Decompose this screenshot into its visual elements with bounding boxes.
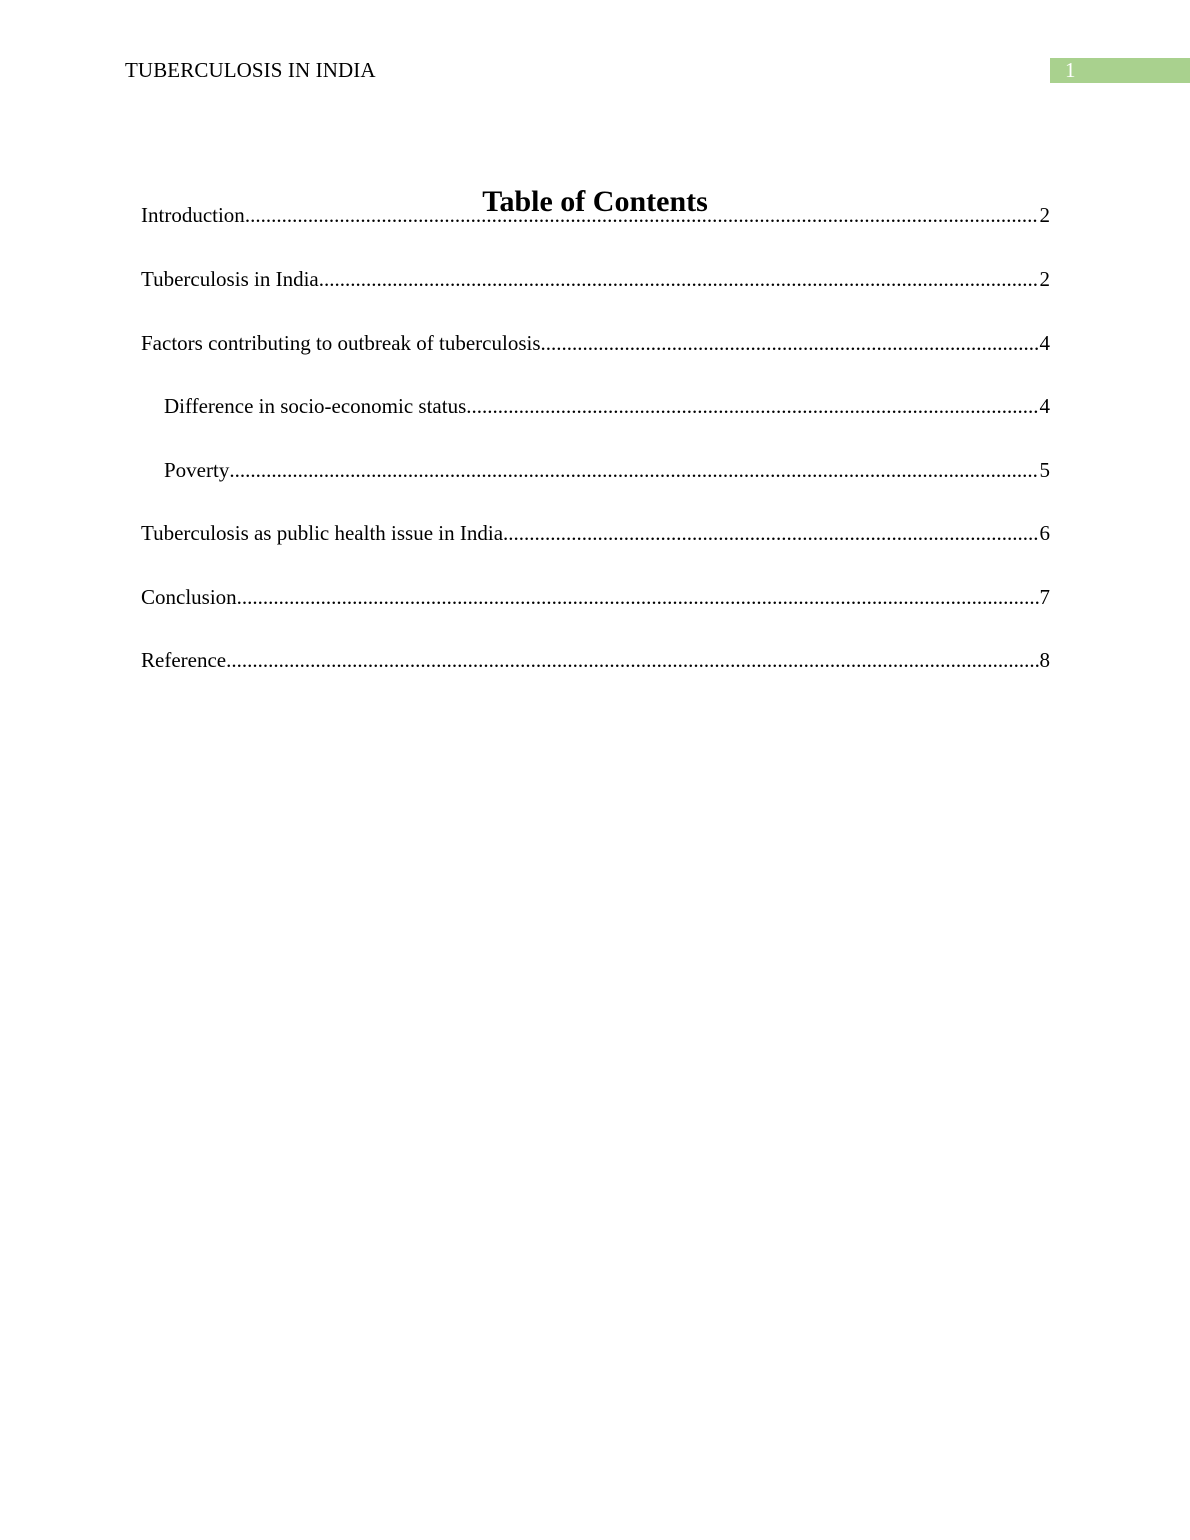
toc-entry-page: 6 xyxy=(1039,521,1050,545)
toc-entry-tuberculosis-in-india[interactable] xyxy=(141,266,1050,292)
toc-entry-label: Poverty ..... xyxy=(164,457,229,483)
toc-entry-introduction[interactable] xyxy=(141,202,1050,228)
toc-entry-page: 2 xyxy=(1039,267,1050,291)
toc-entry-reference[interactable] xyxy=(141,647,1050,673)
toc-entry-label: Reference ..... xyxy=(141,647,226,673)
toc-entry-public-health-issue[interactable] xyxy=(141,520,1050,546)
toc-heading: Table of Contents xyxy=(482,185,708,219)
page-number-box xyxy=(1050,58,1190,83)
toc-entry-page: 4 xyxy=(1039,394,1050,418)
running-header-title: TUBERCULOSIS IN INDIA xyxy=(125,58,376,82)
toc-entry-poverty[interactable] xyxy=(164,457,1050,483)
toc-entry-factors[interactable] xyxy=(141,330,1050,356)
toc-entry-socio-economic-status[interactable] xyxy=(164,393,1050,419)
toc-entry-label: Tuberculosis in India ..... xyxy=(141,266,319,292)
page-number: 1 xyxy=(1065,58,1076,82)
toc-entry-page: 8 xyxy=(1039,648,1050,672)
toc-entry-page: 5 xyxy=(1039,458,1050,482)
toc-entry-label: Conclusion ..... xyxy=(141,584,237,610)
toc-entry-label: Tuberculosis as public health issue in India ..... xyxy=(141,520,503,546)
toc-entry-page: 4 xyxy=(1039,331,1050,355)
toc-entry-label: Difference in socio-economic status ..... xyxy=(164,393,466,419)
toc-entry-page: 2 xyxy=(1039,203,1050,227)
toc-entry-label: Introduction ..... xyxy=(141,202,245,228)
toc-entry-conclusion[interactable] xyxy=(141,584,1050,610)
toc-entry-label: Factors contributing to outbreak of tuberculosis ..... xyxy=(141,330,541,356)
toc-entry-page: 7 xyxy=(1039,585,1050,609)
